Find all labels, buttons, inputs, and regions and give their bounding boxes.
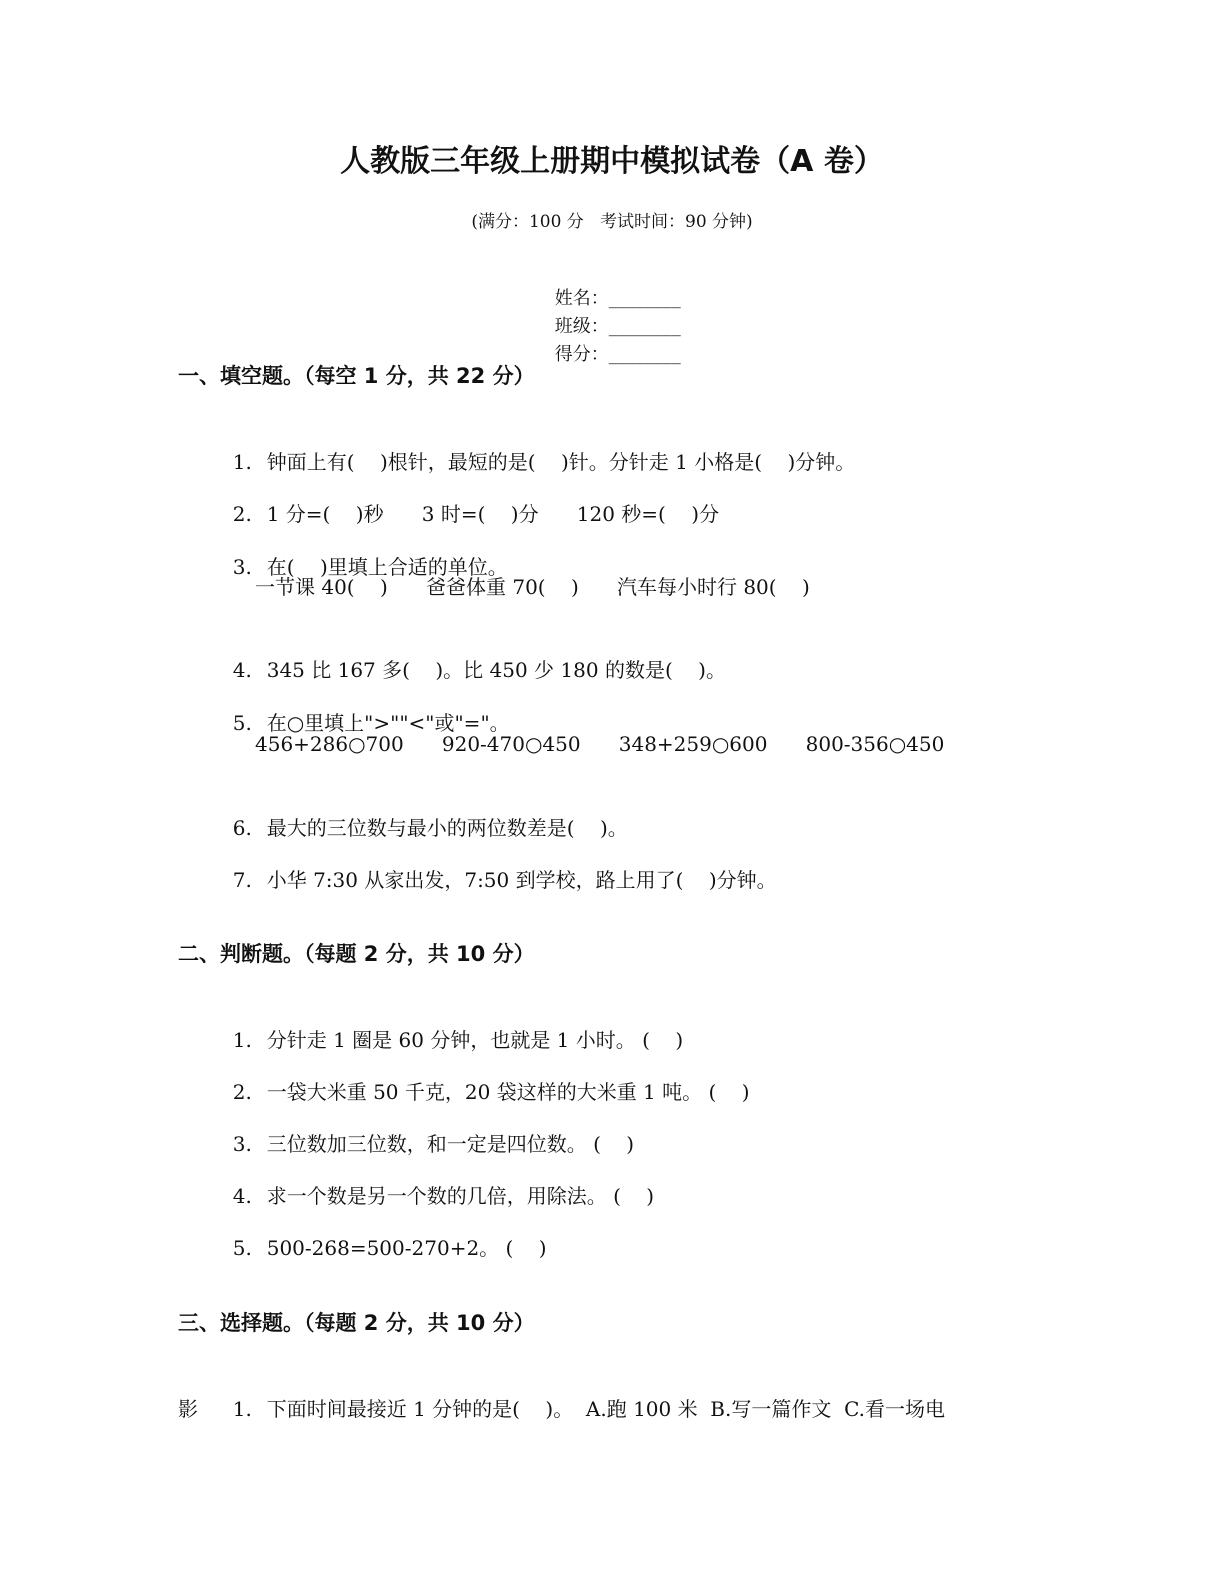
question-text: 分针走 1 圈是 60 分钟，也就是 1 小时。 ( ) — [266, 1028, 684, 1052]
section-title-true-false: 二、判断题。（每题 2 分，共 10 分） — [178, 942, 535, 966]
question-subline: 456+286○700 920-470○450 348+259○600 800-356○450 — [255, 732, 945, 756]
page-subtitle: (满分：100 分 考试时间：90 分钟) — [471, 212, 753, 232]
question-text: 在○里填上">""<"或"="。 — [266, 711, 510, 735]
section-title-fill-blank: 一、填空题。（每空 1 分，共 22 分） — [178, 364, 535, 388]
question-text: 下面时间最接近 1 分钟的是( )。 A.跑 100 米 B.写一篇作文 C.看一场电 — [266, 1397, 946, 1421]
question-text: 500-268=500-270+2。 ( ) — [266, 1236, 547, 1260]
question-text-continuation: 影 — [178, 1397, 198, 1421]
section-title-multiple-choice: 三、选择题。（每题 2 分，共 10 分） — [178, 1311, 535, 1335]
question-number: 5. — [232, 711, 252, 735]
question-number: 4. — [232, 658, 252, 682]
question-number: 6. — [232, 816, 252, 840]
question-number: 5. — [232, 1236, 252, 1260]
question-number: 1. — [232, 1028, 252, 1052]
question-text: 求一个数是另一个数的几倍，用除法。 ( ) — [266, 1184, 655, 1208]
question-text: 1 分=( )秒 3 时=( )分 120 秒=( )分 — [266, 502, 720, 526]
question-number: 1. — [232, 450, 252, 474]
question-number: 3. — [232, 1132, 252, 1156]
question-text: 一袋大米重 50 千克，20 袋这样的大米重 1 吨。 ( ) — [266, 1080, 750, 1104]
question-number: 1. — [232, 1397, 252, 1421]
question-text: 钟面上有( )根针，最短的是( )针。分针走 1 小格是( )分钟。 — [266, 450, 856, 474]
score-field: 得分：________ — [554, 344, 681, 365]
question-text: 最大的三位数与最小的两位数差是( )。 — [266, 816, 628, 840]
question-number: 3. — [232, 555, 252, 579]
question-subline: 一节课 40( ) 爸爸体重 70( ) 汽车每小时行 80( ) — [255, 575, 810, 599]
question — [220, 1200, 547, 1264]
question-text: 345 比 167 多( )。比 450 少 180 的数是( )。 — [266, 658, 726, 682]
question — [220, 1361, 945, 1425]
question-number: 7. — [232, 868, 252, 892]
question — [220, 832, 777, 896]
student-info-line — [0, 257, 1224, 369]
question-text: 三位数加三位数，和一定是四位数。 ( ) — [266, 1132, 635, 1156]
class-field: 班级：________ — [554, 316, 681, 337]
question-number: 2. — [232, 1080, 252, 1104]
page-title: 人教版三年级上册期中模拟试卷（A 卷） — [340, 144, 884, 179]
question-number: 4. — [232, 1184, 252, 1208]
question-text: 在( )里填上合适的单位。 — [266, 555, 508, 579]
name-field: 姓名：________ — [554, 288, 681, 309]
question-text: 小华 7:30 从家出发，7:50 到学校，路上用了( )分钟。 — [266, 868, 777, 892]
question-number: 2. — [232, 502, 252, 526]
